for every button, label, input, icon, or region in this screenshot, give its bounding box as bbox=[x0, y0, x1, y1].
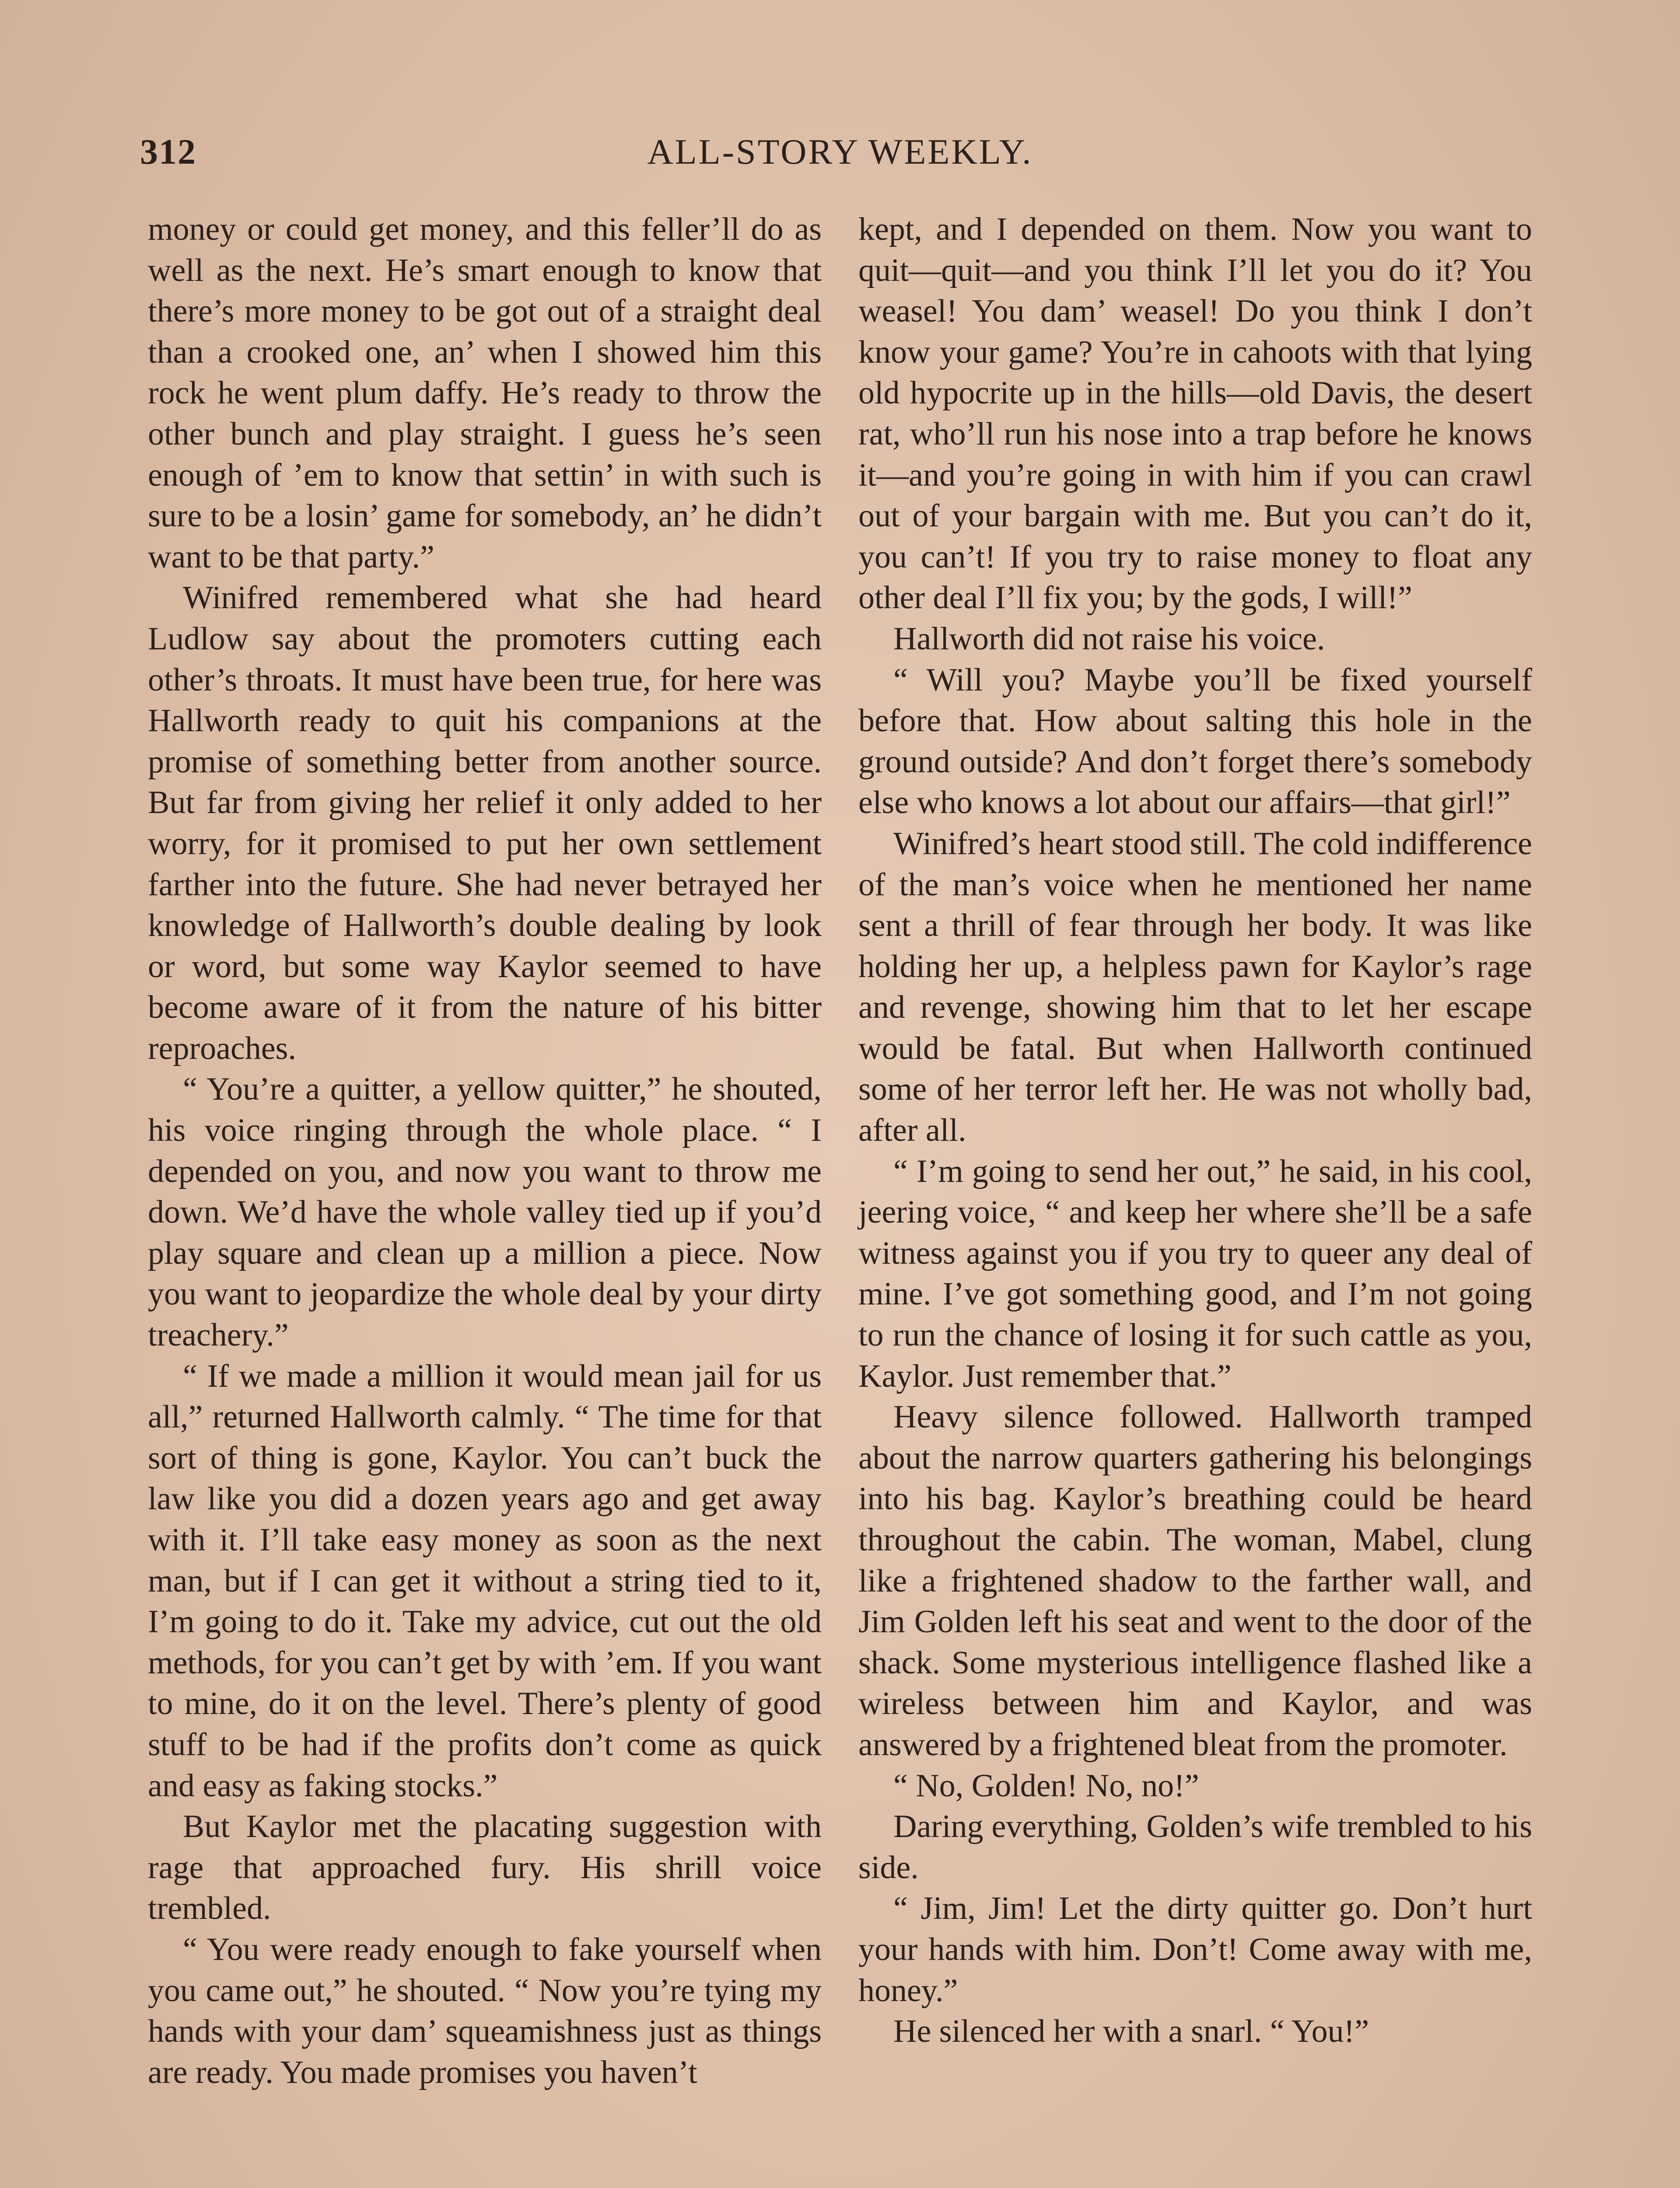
paragraph: “ You were ready enough to fake yourself when you came out,” he shouted. “ Now you’re tying my hands with your dam’ squeamishness just as things are ready. You made promises you haven’t bbox=[148, 1931, 822, 2090]
paragraph: “ Will you? Maybe you’ll be fixed yourself before that. How about salting this hole in the ground outside? And don’t forget there’s somebody else who knows a lot about our affairs—that girl!” bbox=[858, 662, 1532, 821]
paragraph: “ If we made a million it would mean jail for us all,” returned Hallworth calmly. “ The time for that sort of thing is gone, Kaylor. You can’t buck the law like you did a dozen years ago and get away with it. I’ll take easy money as soon as the next man, but if I can get it without a string tied to it, I’m going to do it. Take my advice, cut out the old methods, for you can’t get by with ’em. If you want to mine, do it on the level. There’s plenty of good stuff to be had if the profits don’t come as quick and easy as faking stocks.” bbox=[148, 1358, 822, 1804]
paragraph: money or could get money, and this feller’ll do as well as the next. He’s smart enough to know that there’s more money to be got out of a straight deal than a crooked one, an’ when I showed him this rock he went plum daffy. He’s ready to throw the other bunch and play straight. I guess he’s seen enough of ’em to know that settin’ in with such is sure to be a losin’ game for somebody, an’ he didn’t want to be that party.” bbox=[148, 211, 822, 575]
paragraph: “ You’re a quitter, a yellow quitter,” he shouted, his voice ringing through the whole place. “ I depended on you, and now you want to throw me down. We’d have the whole valley tied up if you’d play square and clean up a million a piece. Now you want to jeopardize the whole deal by your dirty treachery.” bbox=[148, 1071, 822, 1353]
paragraph: “ I’m going to send her out,” he said, in his cool, jeering voice, “ and keep her where she’ll be a safe witness against you if you try to queer any deal of mine. I’ve got something good, and I’m not going to run the chance of losing it for such cattle as you, Kaylor. Just remember that.” bbox=[858, 1153, 1532, 1394]
paragraph: He silenced her with a snarl. “ You!” bbox=[893, 2013, 1369, 2050]
paragraph: Hallworth did not raise his voice. bbox=[893, 621, 1325, 657]
paragraph: kept, and I depended on them. Now you want to quit—quit—and you think I’ll let you do it? You weasel! You dam’ weasel! Do you think I don’t know your game? You’re in cahoots with that lying old hypocrite up in the hills—old Davis, the desert rat, who’ll run his nose into a trap before he knows it—and you’re going in with him if you can crawl out of your bargain with me. But you can’t do it, you can’t! If you try to raise money to float any other deal I’ll fix you; by the gods, I will!” bbox=[858, 211, 1532, 616]
paragraph: Winifred remembered what she had heard Ludlow say about the promoters cutting each other’s throats. It must have been true, for here was Hallworth ready to quit his companions at the promise of something better from another source. But far from giving her relief it only added to her worry, for it promised to put her own settlement farther into the future. She had never betrayed her knowledge of Hallworth’s double dealing by look or word, but some way Kaylor seemed to have become aware of it from the nature of his bitter reproaches. bbox=[148, 580, 822, 1066]
paragraph: But Kaylor met the placating suggestion with rage that approached fury. His shrill voice trembled. bbox=[148, 1809, 822, 1927]
running-head: ALL-STORY WEEKLY. bbox=[647, 132, 1033, 172]
right-column bbox=[858, 209, 1532, 2052]
page-number: 312 bbox=[140, 132, 196, 172]
page-header bbox=[140, 127, 1540, 179]
left-column bbox=[148, 209, 822, 2093]
paragraph: Heavy silence followed. Hallworth tramped about the narrow quarters gathering his belongings into his bag. Kaylor’s breathing could be heard throughout the cabin. The woman, Mabel, clung like a frightened shadow to the farther wall, and Jim Golden left his seat and went to the door of the shack. Some mysterious intelligence flashed like a wireless between him and Kaylor, and was answered by a frightened bleat from the promoter. bbox=[858, 1399, 1532, 1763]
paragraph: “ No, Golden! No, no!” bbox=[893, 1767, 1199, 1804]
paragraph: Winifred’s heart stood still. The cold indifference of the man’s voice when he mentioned her name sent a thrill of fear through her body. It was like holding her up, a helpless pawn for Kaylor’s rage and revenge, showing him that to let her escape would be fatal. But when Hallworth continued some of her terror left her. He was not wholly bad, after all. bbox=[858, 825, 1532, 1149]
paragraph: “ Jim, Jim! Let the dirty quitter go. Don’t hurt your hands with him. Don’t! Come away with me, honey.” bbox=[858, 1890, 1532, 2009]
paragraph: Daring everything, Golden’s wife trembled to his side. bbox=[858, 1809, 1532, 1886]
